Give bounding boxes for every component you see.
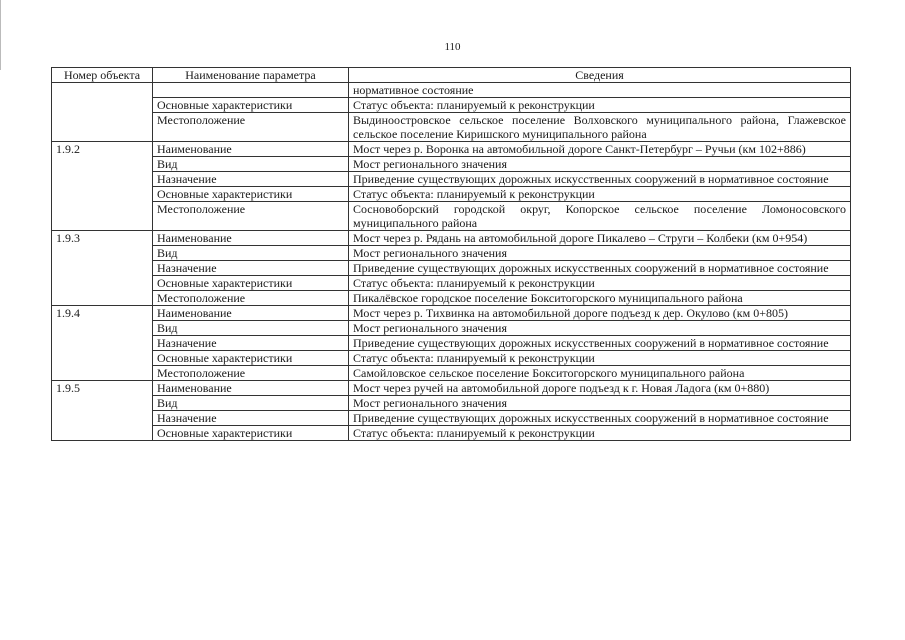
cell-object-number (52, 396, 153, 411)
cell-details: Мост через р. Рядань на автомобильной дороге Пикалево – Струги – Колбеки (км 0+954) (349, 231, 851, 246)
cell-parameter-name: Местоположение (153, 366, 349, 381)
table-row (52, 142, 851, 157)
cell-object-number (52, 411, 153, 426)
cell-parameter-name: Основные характеристики (153, 351, 349, 366)
cell-object-number (52, 157, 153, 172)
cell-object-number: 1.9.3 (52, 231, 153, 246)
table-body (52, 83, 851, 441)
cell-details: Выдиноостровское сельское поселение Волховского муниципального района, Глажевское сельское поселение Киришского муниципального района (349, 113, 851, 142)
cell-object-number (52, 276, 153, 291)
cell-parameter-name: Вид (153, 246, 349, 261)
page-number: 110 (444, 41, 461, 53)
cell-object-number (52, 336, 153, 351)
table-row (52, 411, 851, 426)
table-row (52, 187, 851, 202)
cell-details: Статус объекта: планируемый к реконструкции (349, 426, 851, 441)
cell-object-number (52, 351, 153, 366)
cell-details: Статус объекта: планируемый к реконструкции (349, 276, 851, 291)
table-row (52, 202, 851, 231)
cell-details: Мост через ручей на автомобильной дороге подъезд к г. Новая Ладога (км 0+880) (349, 381, 851, 396)
cell-details: Мост через р. Воронка на автомобильной дороге Санкт-Петербург – Ручьи (км 102+886) (349, 142, 851, 157)
cell-parameter-name: Вид (153, 396, 349, 411)
cell-details: Мост регионального значения (349, 321, 851, 336)
cell-details: Самойловское сельское поселение Бокситогорского муниципального района (349, 366, 851, 381)
cell-object-number: 1.9.2 (52, 142, 153, 157)
cell-details: Мост регионального значения (349, 396, 851, 411)
table-row (52, 157, 851, 172)
cell-parameter-name: Назначение (153, 336, 349, 351)
cell-parameter-name: Наименование (153, 306, 349, 321)
table-row (52, 366, 851, 381)
table-row (52, 276, 851, 291)
cell-details: Статус объекта: планируемый к реконструкции (349, 187, 851, 202)
cell-parameter-name: Назначение (153, 411, 349, 426)
cell-details: Мост через р. Тихвинка на автомобильной дороге подъезд к дер. Окулово (км 0+805) (349, 306, 851, 321)
cell-parameter-name (153, 83, 349, 98)
cell-object-number (52, 366, 153, 381)
cell-object-number (52, 98, 153, 113)
cell-object-number: 1.9.4 (52, 306, 153, 321)
cell-details: Приведение существующих дорожных искусственных сооружений в нормативное состояние (349, 261, 851, 276)
cell-parameter-name: Местоположение (153, 291, 349, 306)
table-row (52, 336, 851, 351)
cell-object-number (52, 202, 153, 231)
cell-object-number (52, 187, 153, 202)
cell-parameter-name: Наименование (153, 142, 349, 157)
cell-object-number (52, 172, 153, 187)
cell-details: Пикалёвское городское поселение Бокситогорского муниципального района (349, 291, 851, 306)
cell-parameter-name: Наименование (153, 231, 349, 246)
cell-object-number (52, 246, 153, 261)
table-row (52, 426, 851, 441)
cell-parameter-name: Основные характеристики (153, 426, 349, 441)
header-details: Сведения (349, 68, 851, 83)
cell-object-number (52, 321, 153, 336)
cell-object-number (52, 291, 153, 306)
cell-parameter-name: Назначение (153, 172, 349, 187)
scan-margin-line (0, 0, 1, 70)
cell-parameter-name: Местоположение (153, 202, 349, 231)
cell-details: Статус объекта: планируемый к реконструкции (349, 351, 851, 366)
cell-parameter-name: Основные характеристики (153, 276, 349, 291)
table-row (52, 172, 851, 187)
cell-object-number (52, 426, 153, 441)
cell-object-number: 1.9.5 (52, 381, 153, 396)
cell-parameter-name: Местоположение (153, 113, 349, 142)
cell-parameter-name: Назначение (153, 261, 349, 276)
cell-parameter-name: Основные характеристики (153, 187, 349, 202)
table-row (52, 98, 851, 113)
cell-details: Приведение существующих дорожных искусственных сооружений в нормативное состояние (349, 336, 851, 351)
table-row (52, 321, 851, 336)
objects-table (51, 67, 851, 441)
cell-details: Приведение существующих дорожных искусственных сооружений в нормативное состояние (349, 411, 851, 426)
table-row (52, 261, 851, 276)
cell-object-number (52, 83, 153, 98)
table-row (52, 113, 851, 142)
table-row (52, 351, 851, 366)
cell-details: Статус объекта: планируемый к реконструкции (349, 98, 851, 113)
table-row (52, 306, 851, 321)
table-row (52, 83, 851, 98)
table-row (52, 246, 851, 261)
header-parameter-name: Наименование параметра (153, 68, 349, 83)
cell-details: Мост регионального значения (349, 157, 851, 172)
cell-parameter-name: Наименование (153, 381, 349, 396)
cell-object-number (52, 113, 153, 142)
header-object-number: Номер объекта (52, 68, 153, 83)
table-row (52, 231, 851, 246)
table-header-row (52, 68, 851, 83)
table-row (52, 291, 851, 306)
cell-details: Сосновоборский городской округ, Копорское сельское поселение Ломоносовского муниципального района (349, 202, 851, 231)
table-row (52, 396, 851, 411)
table-row (52, 381, 851, 396)
cell-parameter-name: Вид (153, 157, 349, 172)
cell-parameter-name: Вид (153, 321, 349, 336)
cell-details: Приведение существующих дорожных искусственных сооружений в нормативное состояние (349, 172, 851, 187)
cell-details: нормативное состояние (349, 83, 851, 98)
cell-parameter-name: Основные характеристики (153, 98, 349, 113)
cell-details: Мост регионального значения (349, 246, 851, 261)
cell-object-number (52, 261, 153, 276)
